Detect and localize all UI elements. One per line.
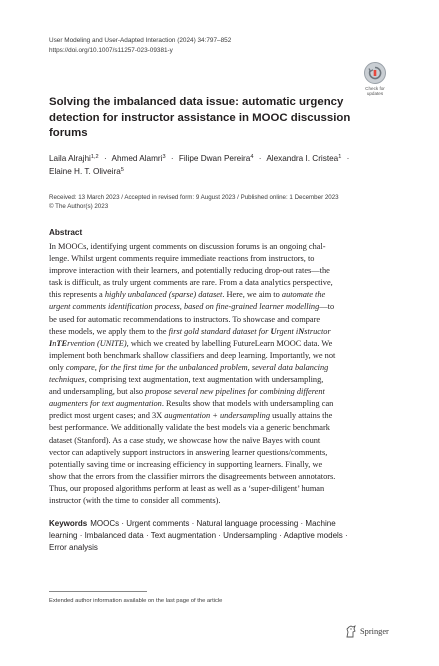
emphasis: i (295, 326, 299, 336)
emphasis: first gold standard dataset for (168, 326, 271, 336)
abstract-line (49, 326, 391, 338)
abstract-line (49, 374, 391, 386)
history-dates: Received: 13 March 2023 / Accepted in revised form: 9 August 2023 / Published online: 1 December 2023 (49, 194, 339, 201)
text-run: usually attains the (270, 411, 333, 421)
abstract-line (49, 398, 391, 410)
text-run: , comprising text augmentation, text augmentation with undersampling, (84, 375, 324, 385)
text-run: these models, we apply them to the (49, 326, 169, 336)
author-affiliation: 5 (120, 166, 124, 173)
abstract-line (49, 386, 391, 398)
emphasis: rvention (UNITE) (67, 338, 127, 348)
abstract-line: potentially saving time or increasing efficiency in supporting learners. Finally, we (49, 459, 323, 469)
text-run: only (49, 362, 66, 372)
publication-dates (49, 193, 339, 211)
badge-label-1: Check for (365, 86, 385, 91)
emphasis: propose several new pipelines for combining different (145, 387, 325, 397)
abstract-line: show that the errors from the classifier mirrors the disagreements between annotators. (49, 471, 336, 481)
abstract-line (49, 362, 391, 374)
journal-citation: User Modeling and User-Adapted Interaction (2024) 34:797–852 (49, 37, 232, 44)
journal-info (49, 36, 231, 55)
author-affiliation: 1,2 (90, 154, 99, 160)
abstract-line: In MOOCs, identifying urgent comments on discussion forums is an ongoing chal- (49, 242, 326, 251)
title-line: detection for instructor assistance in MOOC discussion (49, 111, 351, 124)
author-separator: · (103, 154, 107, 163)
keywords-section (49, 518, 391, 554)
text-run: —to (319, 302, 335, 312)
emphasis: highly unbalanced (sparse) dataset (104, 290, 223, 300)
emphasis: augmentation + undersampling (164, 411, 271, 421)
emphasis: structor (304, 326, 331, 336)
abstract-line: Thus, our proposed algorithms perform at least as well as a ‘super-diligent’ human (49, 483, 325, 493)
abstract-heading: Abstract (49, 228, 83, 237)
text-run: , which we created by labelling FutureLearn MOOC data. We (126, 338, 333, 348)
text-run: . Here, we aim to (222, 290, 282, 300)
text-run: predict most urgent cases; and 3X (49, 411, 165, 421)
emphasis: augmenters for text augmentation (49, 399, 162, 409)
springer-horse-icon (345, 625, 357, 638)
title-line: forums (49, 127, 88, 140)
footnote-divider (49, 591, 147, 592)
check-for-updates-badge[interactable] (360, 62, 390, 98)
author-name[interactable]: Alexandra I. Cristea (266, 154, 339, 163)
keywords-line: learning · Imbalanced data · Text augmentation · Undersampling · Adaptive models · (49, 531, 348, 541)
author-separator: · (346, 154, 350, 163)
emphasis: automate the (281, 290, 326, 300)
abstract-line: dataset (Stanford). As a case study, we showcase how the naïve Bayes with count (49, 435, 321, 445)
title-line: Solving the imbalanced data issue: automatic urgency (49, 96, 344, 108)
article-title (49, 95, 349, 142)
author-list (49, 153, 394, 178)
emphasis: n (52, 338, 57, 348)
author-name[interactable]: Ahmed Alamri (111, 154, 163, 163)
keywords-label: Keywords (49, 519, 88, 528)
emphasis: rgent (276, 326, 296, 336)
emphasis: U (270, 326, 277, 336)
abstract-line: implement both benchmark shallow classifiers and deep learning. Importantly, we not (49, 350, 336, 360)
copyright: © The Author(s) 2023 (49, 203, 109, 210)
author-name[interactable]: Filipe Dwan Pereira (178, 154, 251, 163)
author-name[interactable]: Laila Alrajhi (49, 154, 91, 163)
publisher-name: Springer (360, 626, 389, 636)
publisher-logo[interactable] (345, 624, 389, 638)
emphasis: techniques (49, 375, 85, 385)
check-updates-icon (364, 62, 386, 84)
author-separator: · (258, 154, 262, 163)
emphasis: N (298, 326, 305, 336)
author-affiliation: 1 (338, 154, 342, 160)
abstract-line (49, 338, 391, 350)
author-separator: · (170, 154, 174, 163)
abstract-line (49, 289, 391, 301)
abstract-line: improve interaction with their learners, and potentially reducing drop-out rates—the (49, 266, 330, 276)
abstract-line: vector can adaptively support instructors in answering learner questions/comments, (49, 447, 328, 457)
author-affiliation: 3 (162, 154, 166, 160)
abstract-line: task is difficult, as truly urgent comments are rare. From a data analytics perspective, (49, 278, 333, 288)
badge-label-2: updates (366, 91, 384, 96)
emphasis: I (49, 338, 53, 348)
author-line (49, 153, 394, 166)
abstract-line: be used for automatic recommendations to instructors. To showcase and compare (49, 314, 321, 324)
author-name[interactable]: Elaine H. T. Oliveira (49, 166, 121, 176)
emphasis: TE (56, 338, 68, 348)
abstract-line: lenge. Whilst urgent comments require immediate reactions from instructors, to (49, 254, 315, 264)
text-run: . Results show that models with undersampling can (161, 399, 334, 409)
author-line (49, 166, 394, 179)
emphasis: urgent comments identification process, based on fine-grained learner modelling (49, 302, 320, 312)
keywords-line (49, 518, 391, 530)
abstract-line: instructor (with the time to consider all comments). (49, 495, 221, 505)
abstract-line (49, 410, 391, 422)
abstract-line (49, 301, 391, 313)
footnote: Extended author information available on the last page of the article (49, 598, 223, 604)
abstract-text (49, 241, 391, 507)
abstract-line: best performance. We additionally validate the best models via a generic benchmark (49, 423, 330, 433)
author-affiliation: 4 (250, 154, 254, 160)
text-run: this represents a (49, 290, 105, 300)
doi-link[interactable]: https://doi.org/10.1007/s11257-023-09381-y (49, 46, 173, 54)
emphasis: compare, for the first time for the unbalanced problem, several data balancing (65, 362, 329, 372)
keywords-text: MOOCs · Urgent comments · Natural language processing · Machine (90, 519, 336, 528)
text-run: and undersampling, but also (49, 387, 146, 397)
keywords-line: Error analysis (49, 543, 98, 553)
